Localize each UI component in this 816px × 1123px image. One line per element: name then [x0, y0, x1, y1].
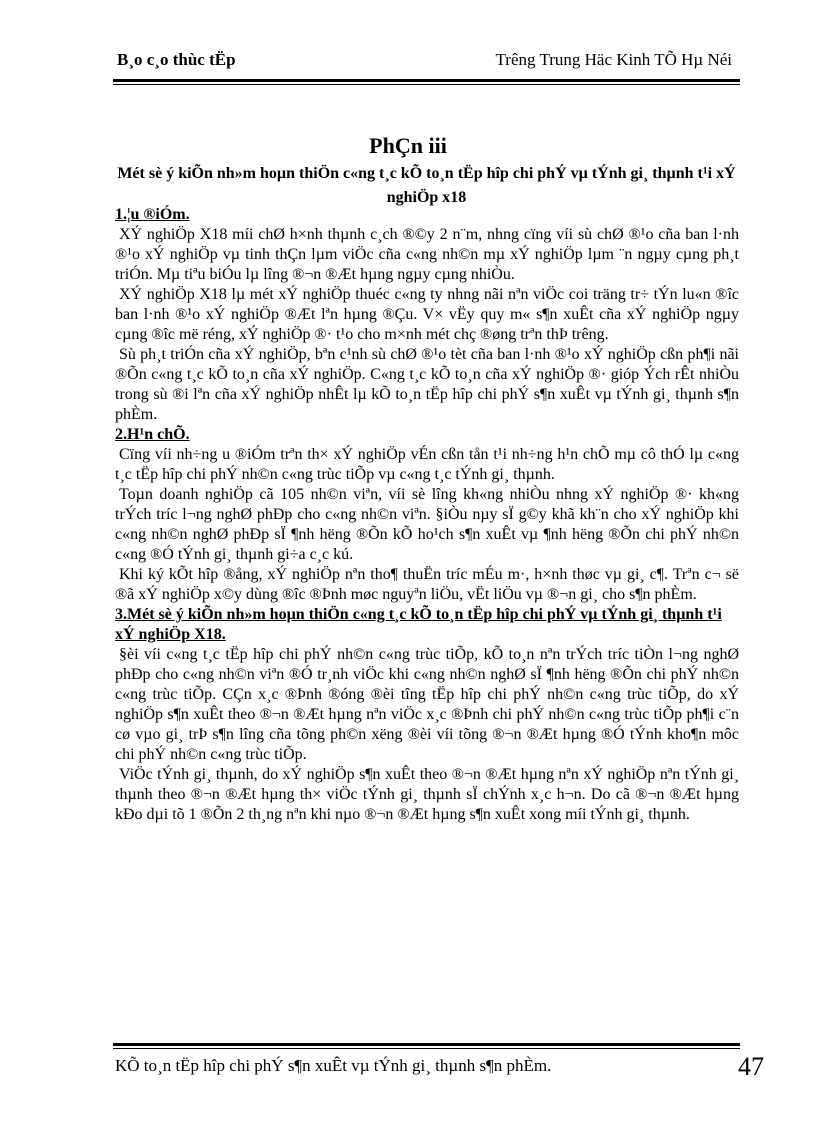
- part-subtitle: Mét sè ý kiÕn nh»m hoµn thiÖn c«ng t¸c kÕ to¸n tËp hîp chi phÝ vµ tÝnh gi¸ thµnh t¹i xÝ nghiÖp x18: [117, 165, 736, 206]
- paragraph: Khi ký kÕt hîp ®ång, xÝ nghiÖp nªn tho¶ thuËn tríc mÉu m·, h×nh thøc vµ gi¸ c¶. Trªn c¬ së ®ã xÝ nghiÖp x©y dùng ®îc ®Þnh møc nguyªn liÖu, vËt liÖu vµ ®¬n gi¸ cho s¶n phÈm.: [115, 566, 739, 603]
- header-left: B¸o c¸o thùc tËp: [117, 50, 236, 69]
- paragraph: Toµn doanh nghiÖp cã 105 nh©n viªn, víi sè lîng kh«ng nhiÒu nhng xÝ nghiÖp ®· kh«ng trÝch tríc l¬ng nghØ phÐp cho c«ng nh©n viªn. §iÒu nµy sÏ g©y khã kh¨n cho xÝ nghiÖp khi c«ng nh©n nghØ phÐp sÏ ¶nh hëng ®Õn kÕ ho¹ch s¶n xuÊt vµ ¶nh hëng ®Õn chi phÝ nh©n c«ng ®Ó tÝnh gi¸ thµnh gi÷a c¸c kú.: [115, 486, 739, 563]
- header-right: Trêng Trung Häc Kinh TÕ Hµ Néi: [495, 50, 732, 69]
- section-heading-limitations: 2.H¹n chÕ.: [115, 426, 190, 443]
- paragraph: ViÖc tÝnh gi¸ thµnh, do xÝ nghiÖp s¶n xuÊt theo ®¬n ®Æt hµng nªn xÝ nghiÖp nªn tÝnh gi¸ thµnh theo ®¬n ®Æt hµng th× viÖc tÝnh gi¸ thµnh sÏ chÝnh x¸c h¬n. Do cã ®¬n ®Æt hµng kÐo dµi tõ 1 ®Õn 2 th¸ng nªn khi nµo ®¬n ®Æt hµng s¶n xuÊt xong míi tÝnh gi¸ thµnh.: [115, 766, 739, 823]
- paragraph: XÝ nghiÖp X18 míi chØ h×nh thµnh c¸ch ®©y 2 n¨m, nhng cïng víi sù chØ ®¹o cña ban l·nh ®¹o xÝ nghiÖp vµ tinh thÇn lµm viÖc cña c«ng nh©n mµ xÝ nghiÖp lµm ¨n ngµy cµng ph¸t triÓn. Mµ tiªu biÓu lµ lîng ®¬n ®Æt hµng ngµy cµng nhiÒu.: [115, 226, 739, 283]
- part-title: PhÇn iii: [369, 133, 447, 158]
- header-rule-thin: [113, 84, 740, 85]
- paragraph: Cïng víi nh÷ng u ®iÓm trªn th× xÝ nghiÖp vÉn cßn tån t¹i nh÷ng h¹n chÕ mµ cô thÓ lµ c«ng t¸c tËp hîp chi phÝ nh©n c«ng trùc tiÕp vµ c«ng t¸c tÝnh gi¸ thµnh.: [115, 446, 739, 483]
- section-heading-proposals: 3.Mét sè ý kiÕn nh»m hoµn thiÖn c«ng t¸c kÕ to¸n tËp hîp chi phÝ vµ tÝnh gi¸ thµnh t¹i xÝ nghiÖp X18.: [115, 606, 722, 643]
- paragraph: §èi víi c«ng t¸c tËp hîp chi phÝ nh©n c«ng trùc tiÕp, kÕ to¸n nªn trÝch tríc tiÒn l¬ng nghØ phÐp cho c«ng nh©n viªn ®Ó tr¸nh viÖc khi c«ng nh©n nghØ sÏ ¶nh hëng ®Õn chi phÝ nh©n c«ng trùc tiÕp. CÇn x¸c ®Þnh ®óng ®èi tîng tËp hîp chi phÝ nh©n c«ng trùc tiÕp, do xÝ nghiÖp s¶n xuÊt theo ®¬n ®Æt hµng nªn viÖc x¸c ®Þnh chi phÝ nh©n c«ng trùc tiÕp ph¶i c¨n cø vµo gi¸ trÞ s¶n lîng cña tõng ph©n xëng ®èi víi tõng ®¬n ®Æt hµng ®Ó tÝnh kho¶n môc chi phÝ nh©n c«ng trùc tiÕp.: [115, 646, 739, 763]
- footer-rule-thick: [113, 1043, 740, 1046]
- header-rule-thick: [113, 79, 740, 82]
- document-body: [115, 205, 739, 825]
- paragraph: XÝ nghiÖp X18 lµ mét xÝ nghiÖp thuéc c«ng ty nhng nãi nªn viÖc coi träng tr÷ tÝn lu«n ®îc ban l·nh ®¹o xÝ nghiÖp ®Æt lªn hµng ®Çu. V× vËy quy m« s¶n xuÊt cña xÝ nghiÖp ngµy cµng ®îc më réng, xÝ nghiÖp ®· t¹o cho m×nh mét chç ®øng trªn thÞ trêng.: [115, 286, 739, 343]
- section-heading-advantages: 1.¦u ®iÓm.: [115, 206, 190, 223]
- page-number: 47: [738, 1052, 764, 1081]
- paragraph: Sù ph¸t triÓn cña xÝ nghiÖp, bªn c¹nh sù chØ ®¹o tèt cña ban l·nh ®¹o xÝ nghiÖp cßn ph¶i nãi ®Õn c«ng t¸c kÕ to¸n cña xÝ nghiÖp. C«ng t¸c kÕ to¸n cña xÝ nghiÖp ®· gióp Ých rÊt nhiÒu trong sù ®i lªn cña xÝ nghiÖp nhÊt lµ kÕ to¸n tËp hîp chi phÝ s¶n xuÊt vµ tÝnh gi¸ thµnh s¶n phÈm.: [115, 346, 739, 423]
- footer-rule-thin: [113, 1048, 740, 1049]
- footer-text: KÕ to¸n tËp hîp chi phÝ s¶n xuÊt vµ tÝnh gi¸ thµnh s¶n phÈm.: [115, 1056, 552, 1075]
